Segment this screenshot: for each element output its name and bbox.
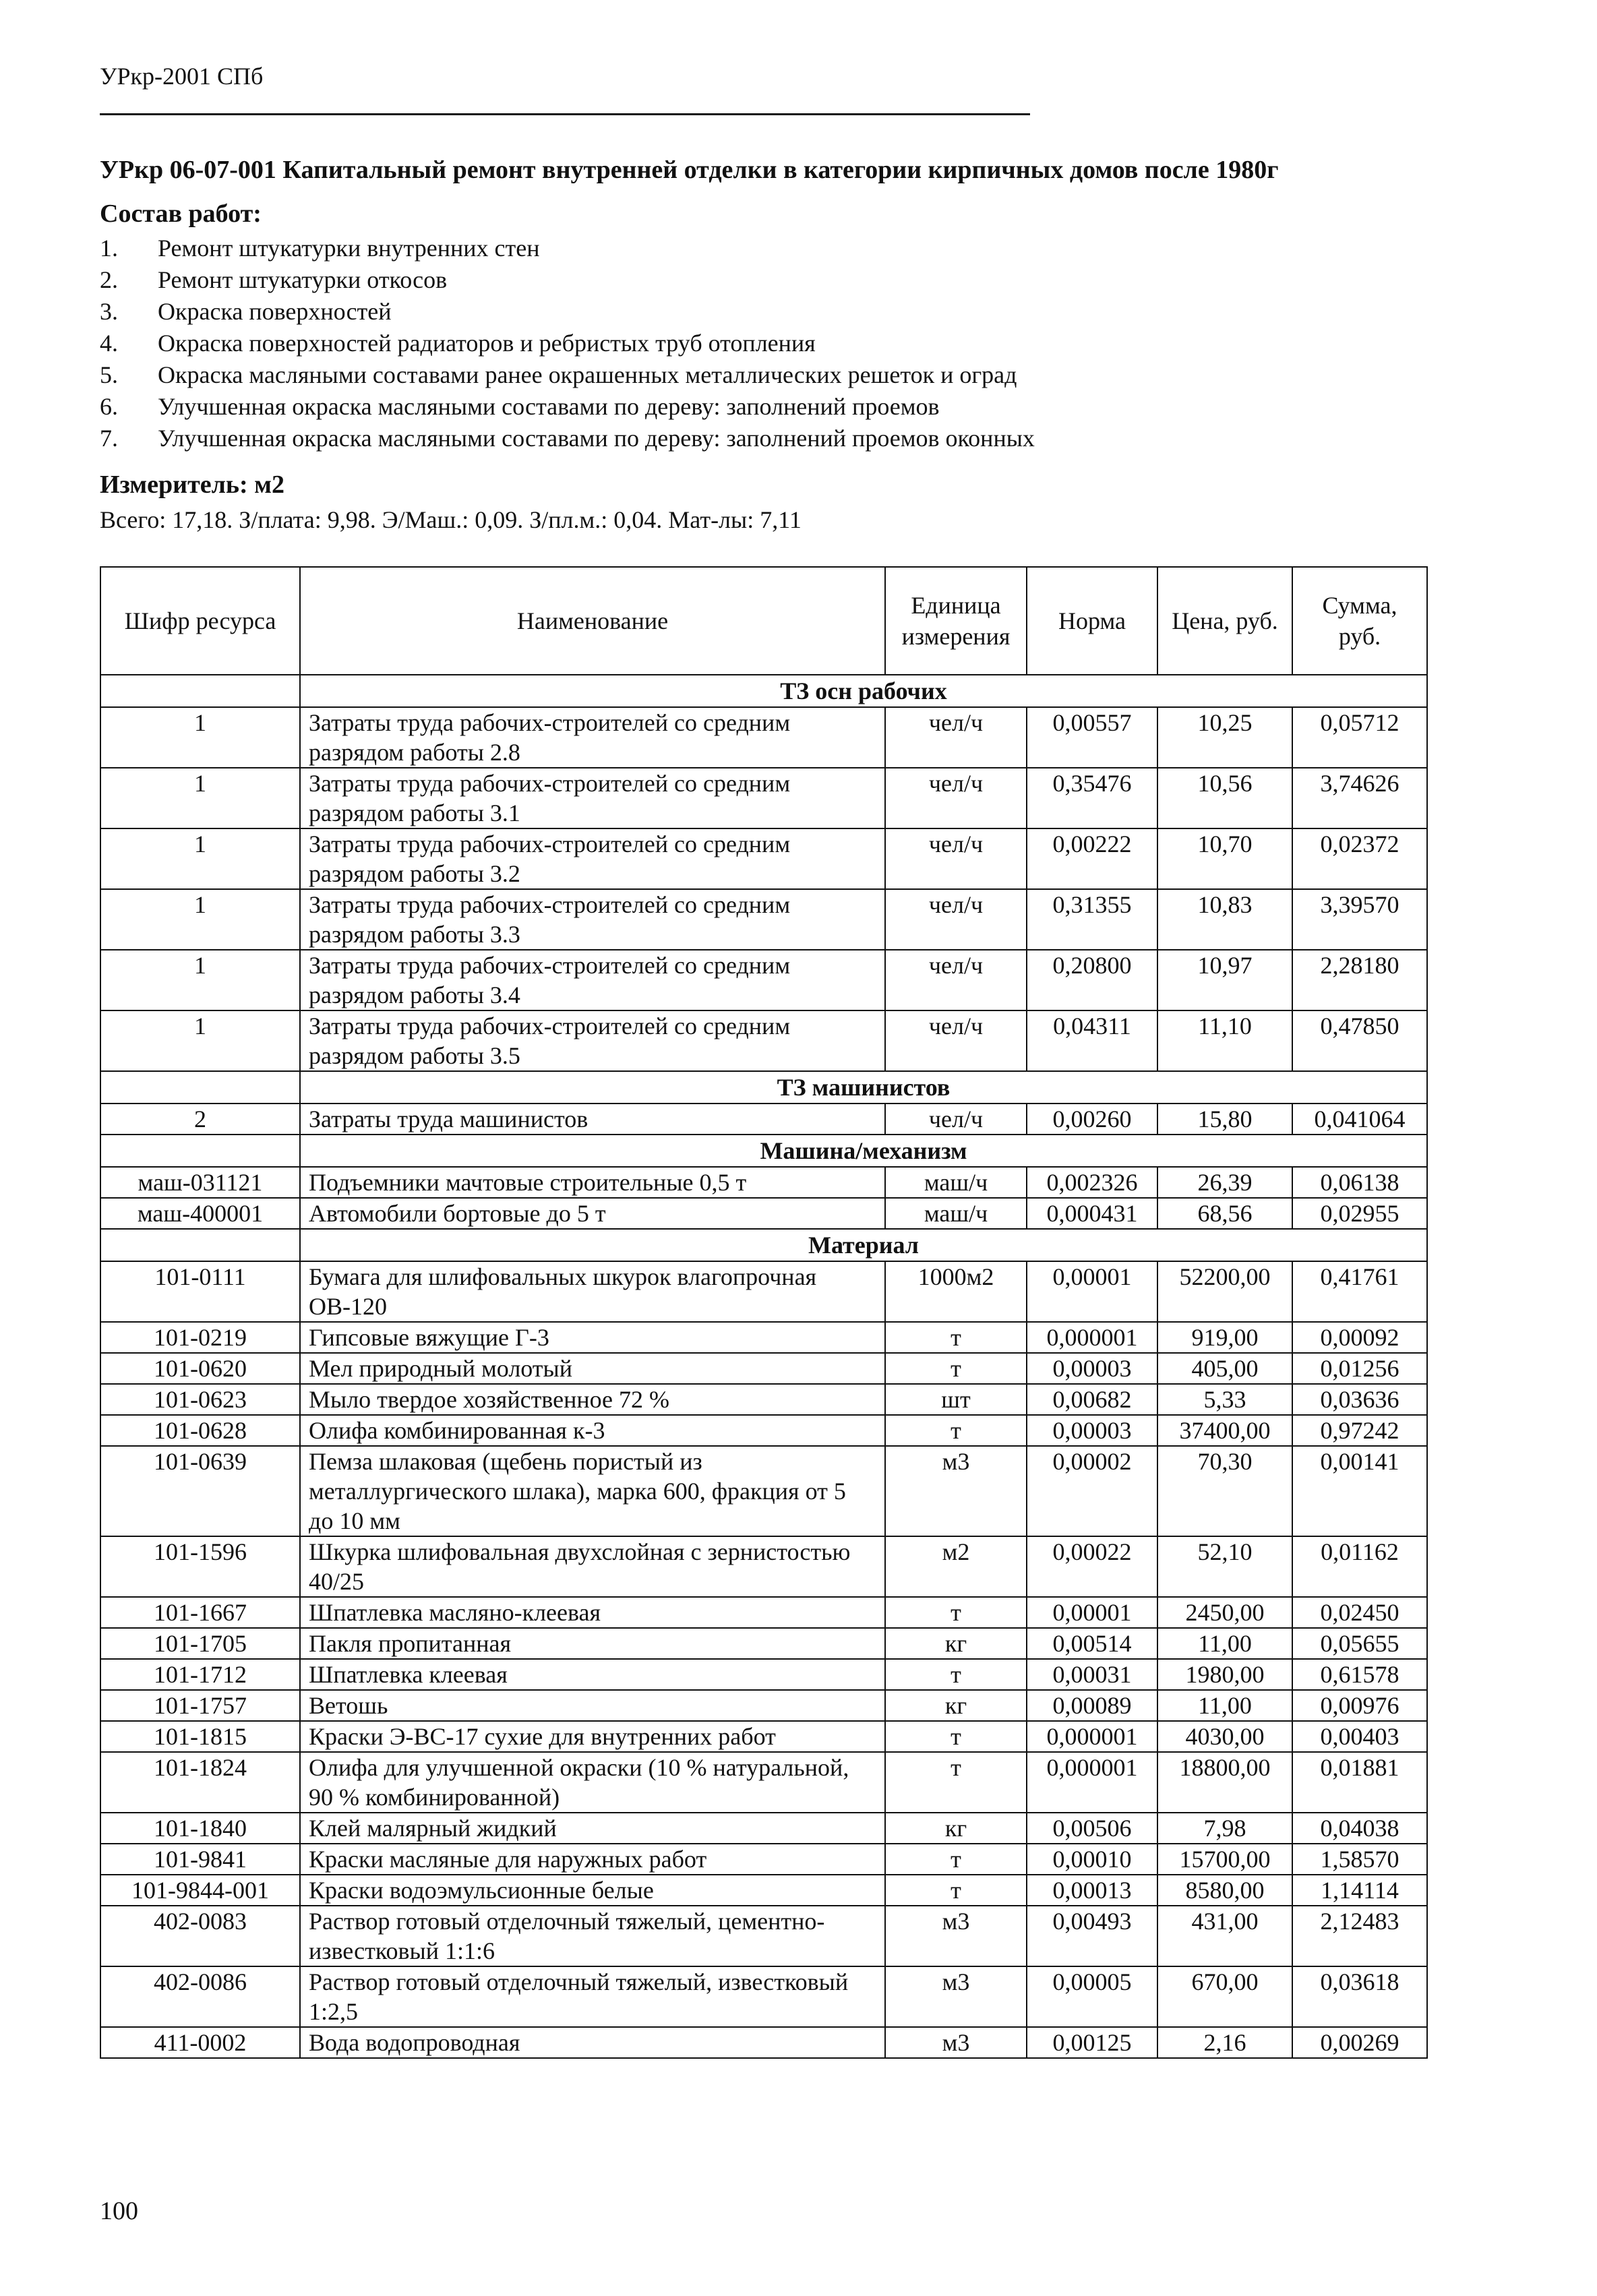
unit-cell: м3 [885,1446,1027,1536]
table-header-row [100,567,1427,675]
measure-heading: Измеритель: м2 [100,471,285,499]
works-item [100,264,1035,296]
resource-code-cell: 101-0111 [100,1261,300,1322]
resource-code-cell: 1 [100,707,300,768]
sum-cell: 0,02372 [1292,828,1427,889]
sum-cell: 1,14114 [1292,1875,1427,1906]
price-cell: 11,00 [1157,1690,1292,1721]
sum-cell: 0,02450 [1292,1597,1427,1628]
price-cell: 68,56 [1157,1198,1292,1229]
sum-cell: 0,00141 [1292,1446,1427,1536]
resource-code-cell: 1 [100,950,300,1010]
table-row [100,1659,1427,1690]
resource-name-cell: Пакля пропитанная [300,1628,885,1659]
sum-cell: 2,12483 [1292,1906,1427,1966]
sum-cell: 0,41761 [1292,1261,1427,1322]
resource-code-cell: 101-0623 [100,1384,300,1415]
table-row [100,950,1427,1010]
resource-code-cell: 101-0219 [100,1322,300,1353]
resource-name-cell: Пемза шлаковая (щебень пористый из металлургического шлака), марка 600, фракция от 5 до 10 мм [300,1446,885,1536]
resource-name-cell: Затраты труда рабочих-строителей со средним разрядом работы 3.4 [300,950,885,1010]
price-cell: 5,33 [1157,1384,1292,1415]
norm-cell: 0,00222 [1027,828,1157,889]
norm-cell: 0,35476 [1027,768,1157,828]
resource-name-cell: Шпатлевка клеевая [300,1659,885,1690]
group-title: Материал [300,1229,1427,1261]
header-rule [100,113,1030,115]
unit-cell: чел/ч [885,768,1027,828]
resource-name-cell: Затраты труда рабочих-строителей со средним разрядом работы 2.8 [300,707,885,768]
norm-cell: 0,00003 [1027,1353,1157,1384]
table-row [100,1384,1427,1415]
resource-name-cell: Автомобили бортовые до 5 т [300,1198,885,1229]
norm-cell: 0,00005 [1027,1966,1157,2027]
unit-cell: кг [885,1690,1027,1721]
resource-code-cell: 101-0628 [100,1415,300,1446]
norm-cell: 0,000001 [1027,1752,1157,1813]
resource-code-cell: 101-1815 [100,1721,300,1752]
norm-cell: 0,00001 [1027,1261,1157,1322]
works-item-number: 6. [100,393,118,420]
unit-cell: м3 [885,1906,1027,1966]
norm-cell: 0,00557 [1027,707,1157,768]
resource-code-cell: 101-1840 [100,1813,300,1844]
norm-cell: 0,00002 [1027,1446,1157,1536]
norm-cell: 0,00493 [1027,1906,1157,1966]
sum-cell: 0,00269 [1292,2027,1427,2058]
works-item [100,328,1035,359]
unit-cell: т [885,1752,1027,1813]
price-cell: 2,16 [1157,2027,1292,2058]
sum-cell: 0,97242 [1292,1415,1427,1446]
works-item-number: 7. [100,425,118,452]
norm-cell: 0,000001 [1027,1721,1157,1752]
resource-code-cell: 101-9841 [100,1844,300,1875]
price-cell: 18800,00 [1157,1752,1292,1813]
table-row [100,1721,1427,1752]
group-code-cell [100,1229,300,1261]
price-cell: 405,00 [1157,1353,1292,1384]
sum-cell: 0,03618 [1292,1966,1427,2027]
resource-name-cell: Раствор готовый отделочный тяжелый, цементно-известковый 1:1:6 [300,1906,885,1966]
table-row [100,1813,1427,1844]
group-row [100,1071,1427,1104]
sum-cell: 0,01256 [1292,1353,1427,1384]
table-row [100,1844,1427,1875]
table-row [100,1906,1427,1966]
norm-cell: 0,00031 [1027,1659,1157,1690]
works-item-text: Ремонт штукатурки внутренних стен [158,235,540,262]
header-code: УРкр-2001 СПб [100,63,264,90]
sum-cell: 0,02955 [1292,1198,1427,1229]
table-row [100,1322,1427,1353]
sum-cell: 0,01162 [1292,1536,1427,1597]
resource-code-cell: 402-0086 [100,1966,300,2027]
resource-name-cell: Шкурка шлифовальная двухслойная с зернистостью 40/25 [300,1536,885,1597]
norm-cell: 0,00022 [1027,1536,1157,1597]
works-item-text: Улучшенная окраска масляными составами по дереву: заполнений проемов оконных [158,425,1035,452]
norm-cell: 0,00514 [1027,1628,1157,1659]
table-row [100,1752,1427,1813]
unit-cell: т [885,1353,1027,1384]
page-number: 100 [100,2197,138,2225]
resource-code-cell: 101-0639 [100,1446,300,1536]
resource-code-cell: 101-0620 [100,1353,300,1384]
works-item-text: Окраска поверхностей [158,298,392,325]
works-item [100,423,1035,454]
works-list [100,233,1035,454]
sum-cell: 0,041064 [1292,1104,1427,1135]
sum-cell: 0,47850 [1292,1010,1427,1071]
resource-code-cell: 101-1824 [100,1752,300,1813]
unit-cell: т [885,1721,1027,1752]
unit-cell: шт [885,1384,1027,1415]
sum-cell: 0,61578 [1292,1659,1427,1690]
group-code-cell [100,1071,300,1104]
price-cell: 11,00 [1157,1628,1292,1659]
resource-code-cell: 1 [100,828,300,889]
norm-cell: 0,000001 [1027,1322,1157,1353]
norm-cell: 0,00010 [1027,1844,1157,1875]
works-item-number: 3. [100,298,118,325]
works-item-text: Окраска поверхностей радиаторов и ребристых труб отопления [158,330,816,357]
unit-cell: м3 [885,2027,1027,2058]
norm-cell: 0,31355 [1027,889,1157,950]
group-title: Машина/механизм [300,1135,1427,1167]
resource-code-cell: 1 [100,889,300,950]
header-unit-cell: Единица измерения [885,567,1027,675]
norm-cell: 0,000431 [1027,1198,1157,1229]
table-row [100,889,1427,950]
unit-cell: маш/ч [885,1198,1027,1229]
sum-cell: 0,04038 [1292,1813,1427,1844]
works-item-number: 2. [100,266,118,293]
price-cell: 11,10 [1157,1010,1292,1071]
works-heading: Состав работ: [100,200,262,228]
header-name-cell: Наименование [300,567,885,675]
unit-cell: чел/ч [885,1010,1027,1071]
table-row [100,1628,1427,1659]
table-row [100,1415,1427,1446]
header-price-cell: Цена, руб. [1157,567,1292,675]
norm-cell: 0,00260 [1027,1104,1157,1135]
resource-name-cell: Затраты труда рабочих-строителей со средним разрядом работы 3.5 [300,1010,885,1071]
works-item-text: Окраска масляными составами ранее окрашенных металлических решеток и оград [158,361,1017,388]
resource-code-cell: 2 [100,1104,300,1135]
price-cell: 1980,00 [1157,1659,1292,1690]
resource-name-cell: Олифа для улучшенной окраски (10 % натуральной, 90 % комбинированной) [300,1752,885,1813]
price-cell: 10,83 [1157,889,1292,950]
resource-name-cell: Затраты труда рабочих-строителей со средним разрядом работы 3.2 [300,828,885,889]
unit-cell: чел/ч [885,707,1027,768]
unit-cell: т [885,1322,1027,1353]
price-cell: 4030,00 [1157,1721,1292,1752]
price-cell: 26,39 [1157,1167,1292,1198]
table-row [100,828,1427,889]
resource-name-cell: Затраты труда машинистов [300,1104,885,1135]
works-item [100,233,1035,264]
table-row [100,1010,1427,1071]
price-cell: 70,30 [1157,1446,1292,1536]
price-cell: 2450,00 [1157,1597,1292,1628]
group-title: ТЗ осн рабочих [300,675,1427,707]
price-cell: 8580,00 [1157,1875,1292,1906]
unit-cell: т [885,1597,1027,1628]
table-row [100,1536,1427,1597]
norm-cell: 0,04311 [1027,1010,1157,1071]
price-cell: 10,56 [1157,768,1292,828]
resources-table [100,566,1428,2059]
resource-name-cell: Краски водоэмульсионные белые [300,1875,885,1906]
price-cell: 15,80 [1157,1104,1292,1135]
unit-cell: 1000м2 [885,1261,1027,1322]
resource-code-cell: 1 [100,768,300,828]
resource-code-cell: 101-1757 [100,1690,300,1721]
unit-cell: чел/ч [885,1104,1027,1135]
unit-cell: маш/ч [885,1167,1027,1198]
sum-cell: 0,05712 [1292,707,1427,768]
resource-name-cell: Краски масляные для наружных работ [300,1844,885,1875]
resource-name-cell: Бумага для шлифовальных шкурок влагопрочная ОВ-120 [300,1261,885,1322]
norm-cell: 0,00013 [1027,1875,1157,1906]
price-cell: 10,25 [1157,707,1292,768]
group-row [100,1135,1427,1167]
norm-cell: 0,00001 [1027,1597,1157,1628]
price-cell: 15700,00 [1157,1844,1292,1875]
sum-cell: 0,00403 [1292,1721,1427,1752]
unit-cell: чел/ч [885,950,1027,1010]
price-cell: 10,97 [1157,950,1292,1010]
table-row [100,1690,1427,1721]
sum-cell: 0,01881 [1292,1752,1427,1813]
table-row [100,1167,1427,1198]
header-norm-cell: Норма [1027,567,1157,675]
norm-cell: 0,002326 [1027,1167,1157,1198]
resource-name-cell: Затраты труда рабочих-строителей со средним разрядом работы 3.3 [300,889,885,950]
table-row [100,1261,1427,1322]
unit-cell: м2 [885,1536,1027,1597]
price-cell: 919,00 [1157,1322,1292,1353]
table-row [100,1198,1427,1229]
table-row [100,768,1427,828]
group-code-cell [100,1135,300,1167]
works-item [100,359,1035,391]
group-code-cell [100,675,300,707]
resource-code-cell: 1 [100,1010,300,1071]
unit-cell: т [885,1875,1027,1906]
works-item-text: Ремонт штукатурки откосов [158,266,448,293]
price-cell: 431,00 [1157,1906,1292,1966]
unit-cell: кг [885,1813,1027,1844]
resource-name-cell: Затраты труда рабочих-строителей со средним разрядом работы 3.1 [300,768,885,828]
works-item-text: Улучшенная окраска масляными составами по дереву: заполнений проемов [158,393,940,420]
group-row [100,1229,1427,1261]
unit-cell: кг [885,1628,1027,1659]
unit-cell: м3 [885,1966,1027,2027]
norm-cell: 0,00125 [1027,2027,1157,2058]
price-cell: 10,70 [1157,828,1292,889]
resource-name-cell: Раствор готовый отделочный тяжелый, известковый 1:2,5 [300,1966,885,2027]
table-row [100,1104,1427,1135]
sum-cell: 2,28180 [1292,950,1427,1010]
works-item-number: 1. [100,235,118,262]
price-cell: 670,00 [1157,1966,1292,2027]
table-row [100,1446,1427,1536]
group-row [100,675,1427,707]
table-row [100,1353,1427,1384]
norm-cell: 0,00003 [1027,1415,1157,1446]
resource-name-cell: Клей малярный жидкий [300,1813,885,1844]
norm-cell: 0,00089 [1027,1690,1157,1721]
table-row [100,1966,1427,2027]
sum-cell: 0,03636 [1292,1384,1427,1415]
table-row [100,1875,1427,1906]
table-row [100,2027,1427,2058]
sum-cell: 0,00092 [1292,1322,1427,1353]
resource-name-cell: Мыло твердое хозяйственное 72 % [300,1384,885,1415]
resource-name-cell: Шпатлевка масляно-клеевая [300,1597,885,1628]
header-sum-cell: Сумма, руб. [1292,567,1427,675]
sum-cell: 3,74626 [1292,768,1427,828]
price-cell: 52,10 [1157,1536,1292,1597]
sum-cell: 0,00976 [1292,1690,1427,1721]
resource-code-cell: 411-0002 [100,2027,300,2058]
sum-cell: 0,05655 [1292,1628,1427,1659]
works-item-number: 5. [100,361,118,388]
table-body [100,675,1427,2058]
works-item [100,296,1035,328]
price-cell: 37400,00 [1157,1415,1292,1446]
table-row [100,707,1427,768]
resource-name-cell: Подъемники мачтовые строительные 0,5 т [300,1167,885,1198]
resource-code-cell: 101-1712 [100,1659,300,1690]
unit-cell: т [885,1844,1027,1875]
resource-name-cell: Мел природный молотый [300,1353,885,1384]
resource-name-cell: Краски Э-ВС-17 сухие для внутренних работ [300,1721,885,1752]
sum-cell: 1,58570 [1292,1844,1427,1875]
norm-cell: 0,00506 [1027,1813,1157,1844]
unit-cell: чел/ч [885,889,1027,950]
norm-cell: 0,20800 [1027,950,1157,1010]
resource-name-cell: Гипсовые вяжущие Г-3 [300,1322,885,1353]
resource-code-cell: 101-1667 [100,1597,300,1628]
group-title: ТЗ машинистов [300,1071,1427,1104]
resource-name-cell: Олифа комбинированная к-3 [300,1415,885,1446]
price-cell: 52200,00 [1157,1261,1292,1322]
unit-cell: чел/ч [885,828,1027,889]
resource-code-cell: 101-1705 [100,1628,300,1659]
resource-name-cell: Ветошь [300,1690,885,1721]
price-cell: 7,98 [1157,1813,1292,1844]
resource-name-cell: Вода водопроводная [300,2027,885,2058]
sum-cell: 0,06138 [1292,1167,1427,1198]
document-title: УРкр 06-07-001 Капитальный ремонт внутренней отделки в категории кирпичных домов после 1980г [100,156,1279,184]
sum-cell: 3,39570 [1292,889,1427,950]
measure-totals: Всего: 17,18. З/плата: 9,98. Э/Маш.: 0,09. З/пл.м.: 0,04. Мат-лы: 7,11 [100,506,802,533]
works-item [100,391,1035,423]
resource-code-cell: маш-400001 [100,1198,300,1229]
resource-code-cell: 402-0083 [100,1906,300,1966]
unit-cell: т [885,1659,1027,1690]
table-row [100,1597,1427,1628]
unit-cell: т [885,1415,1027,1446]
resource-code-cell: 101-9844-001 [100,1875,300,1906]
norm-cell: 0,00682 [1027,1384,1157,1415]
header-code-cell: Шифр ресурса [100,567,300,675]
resource-code-cell: маш-031121 [100,1167,300,1198]
resource-code-cell: 101-1596 [100,1536,300,1597]
works-item-number: 4. [100,330,118,357]
